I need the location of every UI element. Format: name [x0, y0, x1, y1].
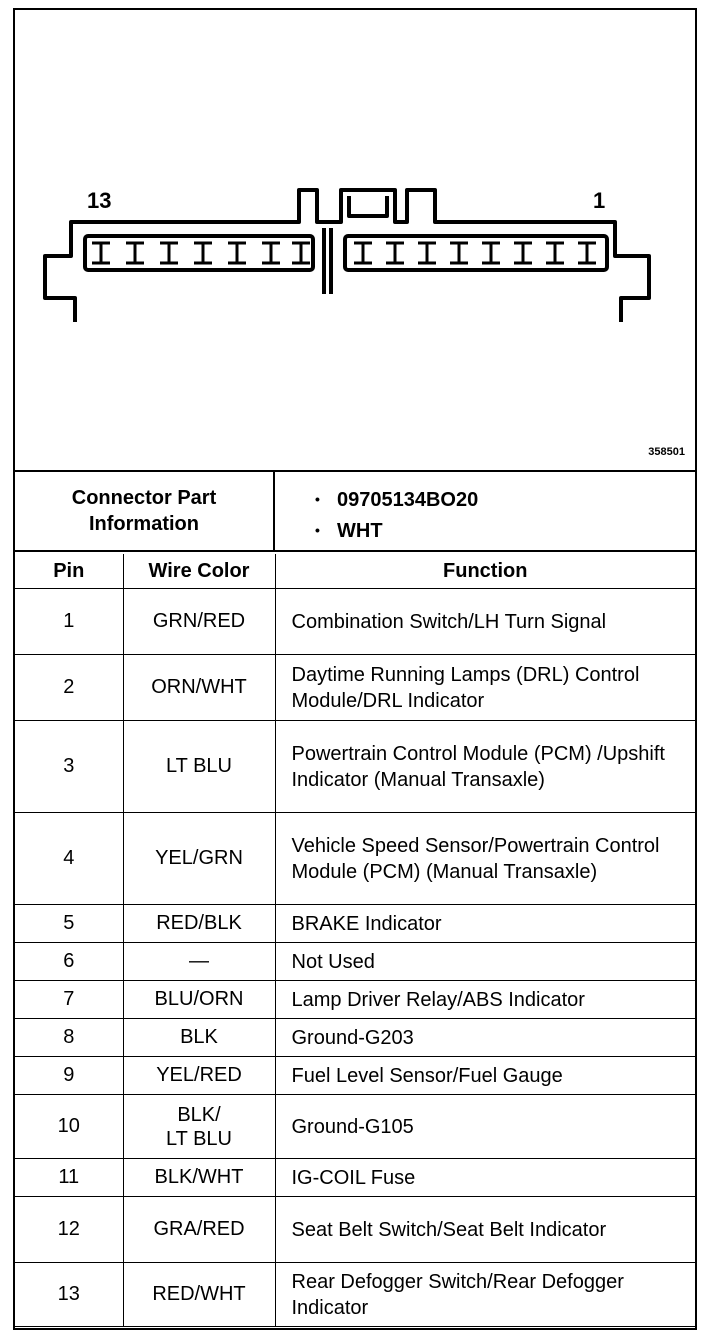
part-number: • 09705134BO20	[315, 484, 478, 515]
table-row	[15, 1263, 695, 1327]
wire-color-cell: ORN/WHT	[123, 655, 275, 721]
pin-cavity	[126, 243, 144, 263]
connector-outline-svg	[15, 10, 695, 470]
function-cell: Ground-G105	[275, 1095, 695, 1159]
table-row	[15, 589, 695, 655]
left-cavity-rail	[85, 236, 313, 270]
function-cell: Lamp Driver Relay/ABS Indicator	[275, 981, 695, 1019]
table-row	[15, 655, 695, 721]
header-function: Function	[275, 554, 695, 589]
table-row	[15, 721, 695, 813]
pin-cavity	[578, 243, 596, 263]
function-cell: Powertrain Control Module (PCM) /Upshift Indicator (Manual Transaxle)	[275, 721, 695, 813]
wire-color-cell: —	[123, 943, 275, 981]
pin-cavity	[354, 243, 372, 263]
wire-color-cell: BLK/WHT	[123, 1159, 275, 1197]
connector-color: • WHT	[315, 515, 478, 546]
table-row	[15, 981, 695, 1019]
table-row	[15, 813, 695, 905]
wire-color-cell: GRA/RED	[123, 1197, 275, 1263]
function-cell: Combination Switch/LH Turn Signal	[275, 589, 695, 655]
table-row	[15, 1057, 695, 1095]
pin-cavity	[92, 243, 110, 263]
connector-part-info	[15, 470, 695, 552]
pin-cell: 9	[15, 1057, 123, 1095]
table-header-row	[15, 554, 695, 589]
pin-cavity	[386, 243, 404, 263]
function-cell: IG-COIL Fuse	[275, 1159, 695, 1197]
wire-color-cell: LT BLU	[123, 721, 275, 813]
pin-cell: 11	[15, 1159, 123, 1197]
header-wire-color: Wire Color	[123, 554, 275, 589]
pin-cell: 10	[15, 1095, 123, 1159]
connector-sheet	[13, 8, 697, 1330]
pin-cell: 6	[15, 943, 123, 981]
table-row	[15, 1159, 695, 1197]
pin-cell: 12	[15, 1197, 123, 1263]
table-row	[15, 1197, 695, 1263]
wire-color-cell: BLK	[123, 1019, 275, 1057]
pin-cell: 5	[15, 905, 123, 943]
pin-cavity	[482, 243, 500, 263]
pinout-table	[15, 554, 695, 1327]
table-row	[15, 905, 695, 943]
pin-1-label: 1	[593, 188, 606, 213]
connector-key	[324, 228, 331, 294]
pin-cell: 13	[15, 1263, 123, 1327]
function-cell: Seat Belt Switch/Seat Belt Indicator	[275, 1197, 695, 1263]
function-cell: Vehicle Speed Sensor/Powertrain Control Module (PCM) (Manual Transaxle)	[275, 813, 695, 905]
pin-cavity	[292, 243, 310, 263]
pin-cavity	[228, 243, 246, 263]
connector-info-list	[315, 484, 478, 546]
right-cavity-rail	[345, 236, 607, 270]
pin-cavity	[160, 243, 178, 263]
wire-color-cell: RED/WHT	[123, 1263, 275, 1327]
function-cell: Fuel Level Sensor/Fuel Gauge	[275, 1057, 695, 1095]
function-cell: Daytime Running Lamps (DRL) Control Module/DRL Indicator	[275, 655, 695, 721]
table-row	[15, 943, 695, 981]
connector-drawing	[15, 10, 695, 470]
wire-color-cell: GRN/RED	[123, 589, 275, 655]
pin-cell: 7	[15, 981, 123, 1019]
pin-cavity	[546, 243, 564, 263]
pin-13-label: 13	[87, 188, 112, 213]
pin-cavity	[450, 243, 468, 263]
table-row	[15, 1019, 695, 1057]
connector-info-title: Connector Part Information	[15, 472, 275, 550]
pin-cell: 3	[15, 721, 123, 813]
pin-cell: 2	[15, 655, 123, 721]
function-cell: BRAKE Indicator	[275, 905, 695, 943]
function-cell: Ground-G203	[275, 1019, 695, 1057]
pin-cavity	[262, 243, 280, 263]
figure-id: 358501	[648, 446, 685, 458]
pin-cell: 1	[15, 589, 123, 655]
pin-cavity	[514, 243, 532, 263]
wire-color-cell: RED/BLK	[123, 905, 275, 943]
connector-latch	[349, 196, 387, 216]
table-row	[15, 1095, 695, 1159]
function-cell: Rear Defogger Switch/Rear Defogger Indicator	[275, 1263, 695, 1327]
function-cell: Not Used	[275, 943, 695, 981]
pin-cavity	[418, 243, 436, 263]
wire-color-cell: YEL/RED	[123, 1057, 275, 1095]
pin-cell: 8	[15, 1019, 123, 1057]
pin-cell: 4	[15, 813, 123, 905]
header-pin: Pin	[15, 554, 123, 589]
wire-color-cell: BLU/ORN	[123, 981, 275, 1019]
wire-color-cell: YEL/GRN	[123, 813, 275, 905]
wire-color-cell: BLK/ LT BLU	[123, 1095, 275, 1159]
pin-cavity	[194, 243, 212, 263]
